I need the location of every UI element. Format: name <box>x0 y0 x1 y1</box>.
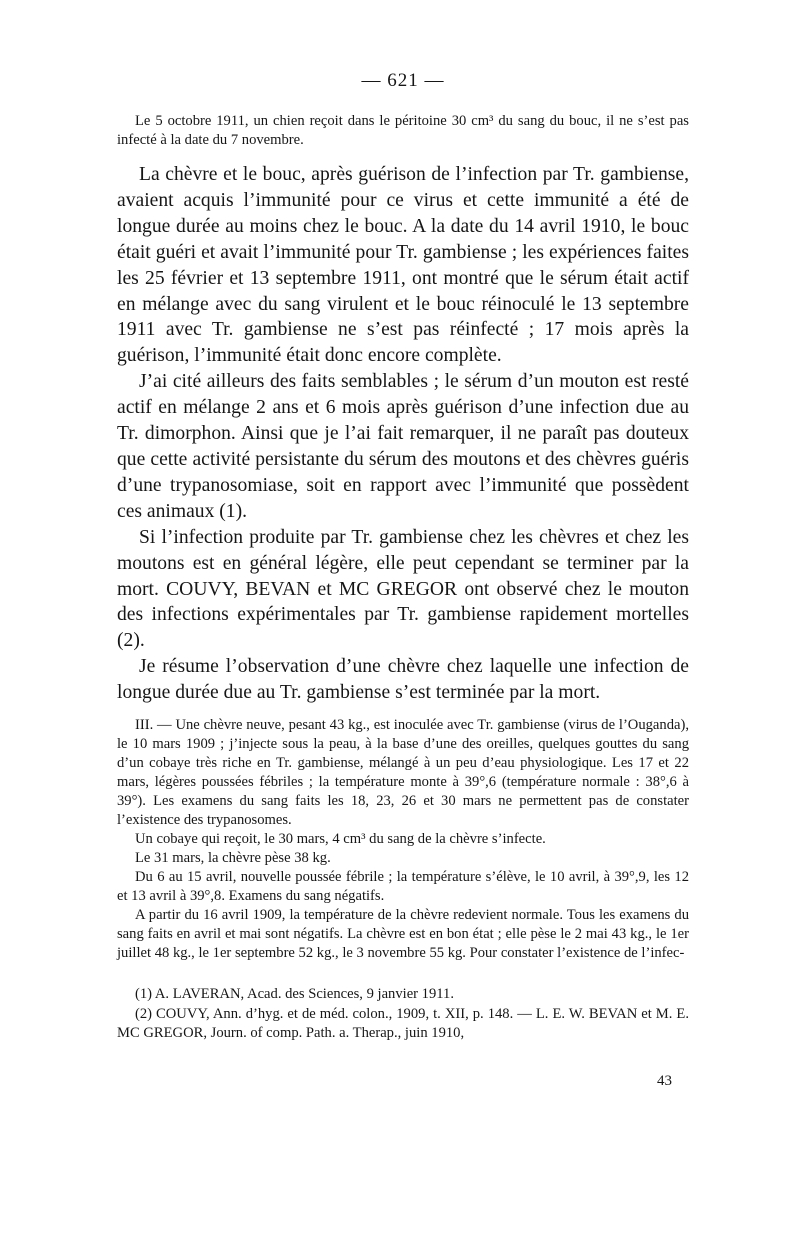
observation-guinea-pig: Un cobaye qui reçoit, le 30 mars, 4 cm³ du sang de la chèvre s’infecte. <box>135 831 546 848</box>
observation-normal: A partir du 16 avril 1909, la température de la chèvre redevient normale. Tous les examens du sang faits en avril et mai sont négatifs. La chèvre est en bon état ; elle pèse le 2 mai 43 kg., le 1er juillet 48 kg., le 1er septembre 52 kg., le 3 novembre 55 kg. Pour constater l’existence de l’infec- <box>117 907 689 962</box>
paragraph-immunity: La chèvre et le bouc, après guérison de l’infection par Tr. gambiense, avaient acquis l’immunité pour ce virus et cette immunité a été de longue durée au moins chez le bouc. A la date du 14 avril 1910, le bouc était guéri et avait l’immunité pour Tr. gambiense ; les expériences faites les 25 février et 13 septembre 1911, ont montré que le sérum était actif en mélange avec du sang virulent et le bouc réinoculé le 13 septembre 1911 avec Tr. gambiense ne s’est pas réinfecté ; 17 mois après la guérison, l’immunité était donc encore complète. <box>117 164 689 367</box>
footnote-2: (2) COUVY, Ann. d’hyg. et de méd. colon., 1909, t. XII, p. 148. — L. E. W. BEVAN et M. E. MC GREGOR, Journ. of comp. Path. a. Therap., juin 1910, <box>117 1005 689 1042</box>
paragraph-mortal-infections: Si l’infection produite par Tr. gambiense chez les chèvres et chez les moutons est en général légère, elle peut cependant se terminer par la mort. COUVY, BEVAN et MC GREGOR ont observé chez le mouton des infections expérimentales par Tr. gambiense rapidement mortelles (2). <box>117 526 689 652</box>
paragraph-serum-activity: J’ai cité ailleurs des faits semblables ; le sérum d’un mouton est resté actif en mélange 2 ans et 6 mois après guérison d’une infection due au Tr. dimorphon. Ainsi que je l’ai fait remarquer, il ne paraît pas douteux que cette activité persistante du sérum des moutons et des chèvres guéris d’une trypanosomiase, soit en rapport avec l’immunité que possèdent ces animaux (1). <box>117 371 689 522</box>
page-number: — 621 — <box>361 70 445 91</box>
observation-weight: Le 31 mars, la chèvre pèse 38 kg. <box>135 850 331 867</box>
page-body <box>117 70 689 1044</box>
observation-iii: III. — Une chèvre neuve, pesant 43 kg., est inoculée avec Tr. gambiense (virus de l’Ouganda), le 10 mars 1909 ; j’injecte sous la peau, à la base d’une des oreilles, quelques gouttes du sang d’un cobaye très riche en Tr. gambiense, mélangé à un peu d’eau physiologique. Les 17 et 22 mars, légères poussées fébriles ; la température monte à 39°,6 (température normale : 38°,6 à 39°). Les examens du sang faits les 18, 23, 26 et 30 mars ne permettent pas de constater l’existence des trypanosomes. <box>117 717 689 829</box>
signature-mark: 43 <box>657 1073 672 1089</box>
observation-fever: Du 6 au 15 avril, nouvelle poussée fébrile ; la température s’élève, le 10 avril, à 39°,9, les 12 et 13 avril à 39°,8. Examens du sang négatifs. <box>117 869 689 905</box>
footnotes <box>117 985 689 1044</box>
footnote-1: (1) A. LAVERAN, Acad. des Sciences, 9 janvier 1911. <box>135 986 454 1003</box>
paragraph-observation-intro: Je résume l’observation d’une chèvre chez laquelle une infection de longue durée due au Tr. gambiense s’est terminée par la mort. <box>117 656 689 704</box>
paragraph-dog-experiment: Le 5 octobre 1911, un chien reçoit dans le péritoine 30 cm³ du sang du bouc, il ne s’est pas infecté à la date du 7 novembre. <box>117 113 689 148</box>
